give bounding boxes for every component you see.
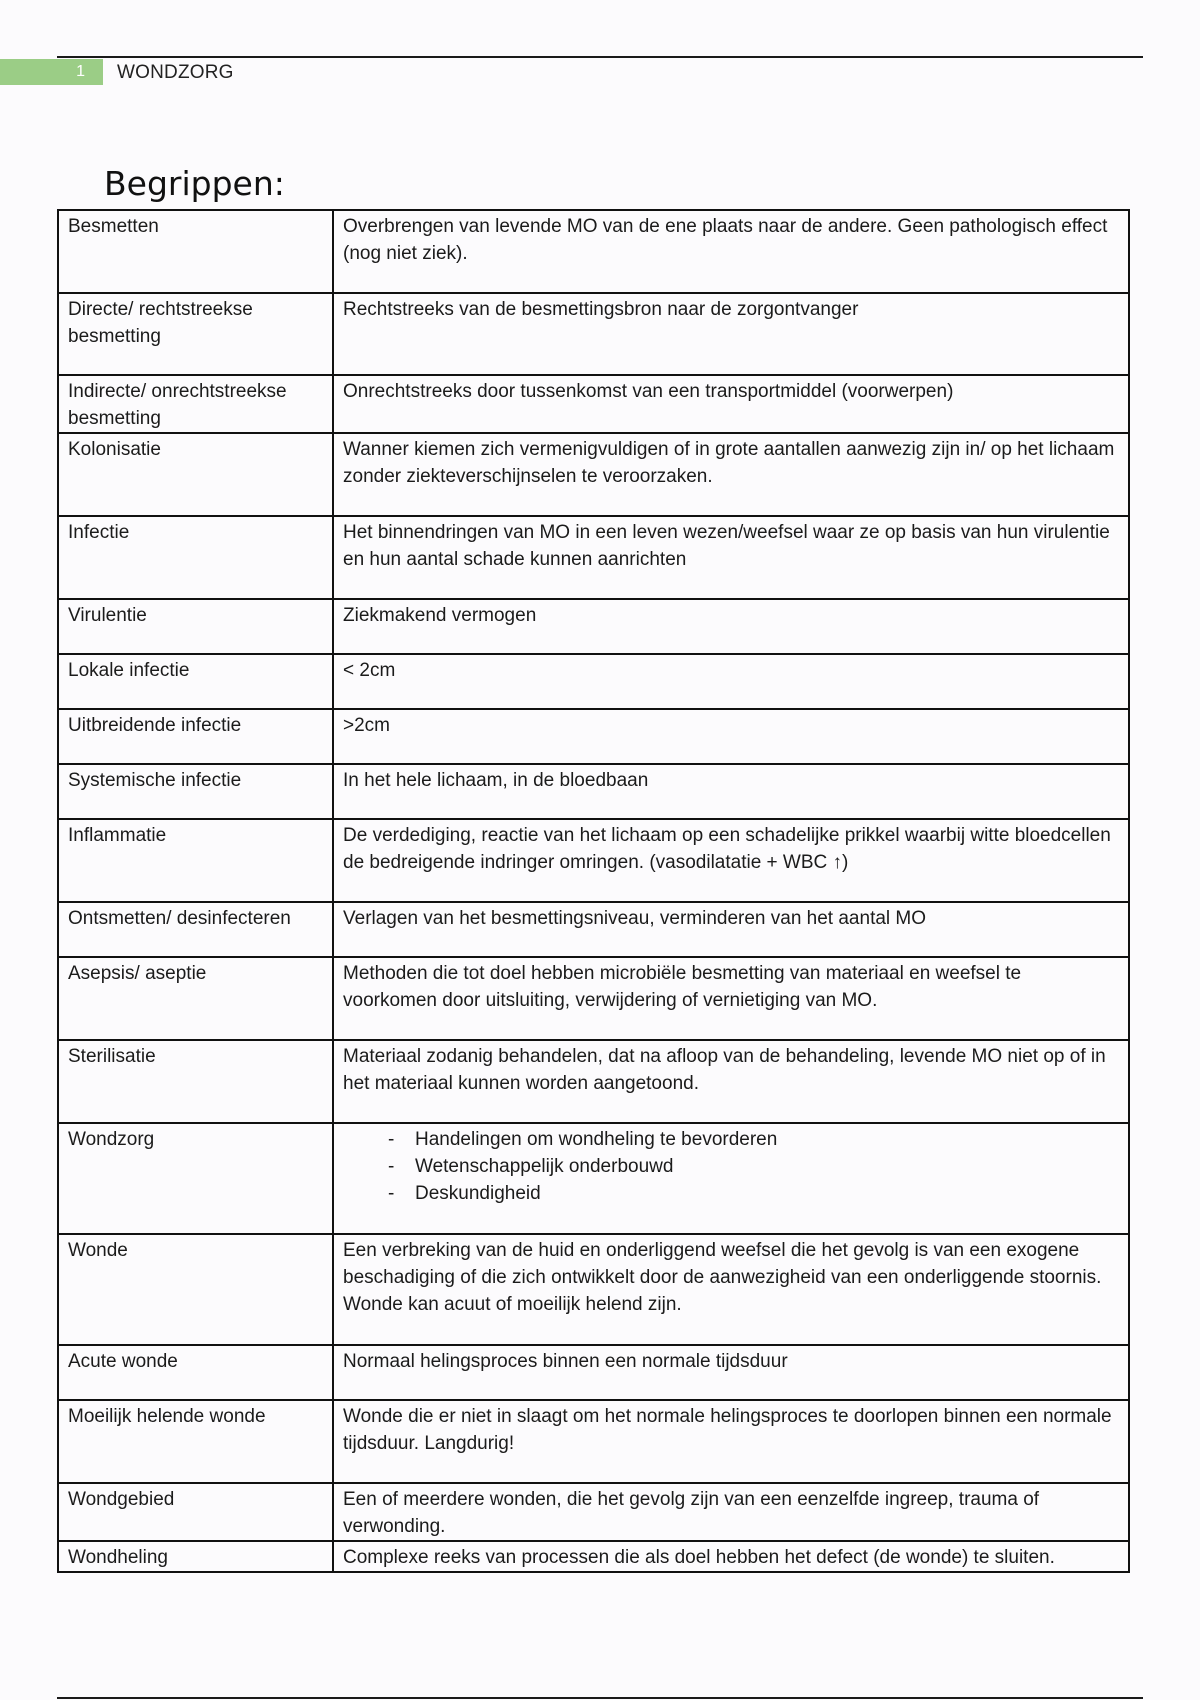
list-item: - Handelingen om wondheling te bevorderen <box>388 1126 1118 1153</box>
table-row <box>58 957 1129 1040</box>
definition-cell: Het binnendringen van MO in een leven wezen/weefsel waar ze op basis van hun virulentie en hun aantal schade kunnen aanrichten <box>333 516 1129 599</box>
term-cell: Wondheling <box>58 1541 333 1572</box>
table-row <box>58 1123 1129 1234</box>
definition-cell: Een of meerdere wonden, die het gevolg zijn van een eenzelfde ingreep, trauma of verwonding. <box>333 1483 1129 1541</box>
term-cell: Moeilijk helende wonde <box>58 1400 333 1483</box>
table-row <box>58 516 1129 599</box>
table-row <box>58 375 1129 433</box>
definition-cell: < 2cm <box>333 654 1129 709</box>
definition-cell: Complexe reeks van processen die als doel hebben het defect (de wonde) te sluiten. <box>333 1541 1129 1572</box>
table-row <box>58 902 1129 957</box>
definition-cell: De verdediging, reactie van het lichaam op een schadelijke prikkel waarbij witte bloedcellen de bedreigende indringer omringen. (vasodilatatie + WBC ↑) <box>333 819 1129 902</box>
list-item: - Deskundigheid <box>388 1180 1118 1207</box>
term-cell: Uitbreidende infectie <box>58 709 333 764</box>
term-cell: Acute wonde <box>58 1345 333 1400</box>
page-number-badge: 1 <box>0 59 103 85</box>
definition-cell: >2cm <box>333 709 1129 764</box>
list-item: - Wetenschappelijk onderbouwd <box>388 1153 1118 1180</box>
definition-cell: Wanner kiemen zich vermenigvuldigen of in grote aantallen aanwezig zijn in/ op het lichaam zonder ziekteverschijnselen te veroorzaken. <box>333 433 1129 516</box>
table-row <box>58 1345 1129 1400</box>
table-row <box>58 433 1129 516</box>
term-cell: Asepsis/ aseptie <box>58 957 333 1040</box>
table-row <box>58 709 1129 764</box>
definition-cell: Verlagen van het besmettingsniveau, verminderen van het aantal MO <box>333 902 1129 957</box>
definition-cell: Een verbreking van de huid en onderliggend weefsel die het gevolg is van een exogene beschadiging of die zich ontwikkelt door de aanwezigheid van een onderliggende stoornis. Wonde kan acuut of moeilijk helend zijn. <box>333 1234 1129 1345</box>
footer-rule <box>57 1697 1143 1699</box>
table-row <box>58 764 1129 819</box>
term-cell: Systemische infectie <box>58 764 333 819</box>
term-cell: Indirecte/ onrechtstreekse besmetting <box>58 375 333 433</box>
definition-cell: Methoden die tot doel hebben microbiële besmetting van materiaal en weefsel te voorkomen door uitsluiting, verwijdering of vernietiging van MO. <box>333 957 1129 1040</box>
table-row <box>58 1234 1129 1345</box>
section-title: Begrippen: <box>104 164 285 203</box>
definition-cell: Ziekmakend vermogen <box>333 599 1129 654</box>
header-rule <box>57 56 1143 58</box>
term-cell: Wonde <box>58 1234 333 1345</box>
definition-cell: Normaal helingsproces binnen een normale tijdsduur <box>333 1345 1129 1400</box>
chapter-title: WONDZORG <box>117 62 234 83</box>
table-row <box>58 1400 1129 1483</box>
term-cell: Infectie <box>58 516 333 599</box>
definition-cell: Wonde die er niet in slaagt om het normale helingsproces te doorlopen binnen een normale tijdsduur. Langdurig! <box>333 1400 1129 1483</box>
definition-list <box>343 1126 1118 1207</box>
term-cell: Wondgebied <box>58 1483 333 1541</box>
term-cell: Directe/ rechtstreekse besmetting <box>58 293 333 375</box>
term-cell: Ontsmetten/ desinfecteren <box>58 902 333 957</box>
term-cell: Besmetten <box>58 210 333 293</box>
definition-cell: Rechtstreeks van de besmettingsbron naar de zorgontvanger <box>333 293 1129 375</box>
table-row <box>58 1541 1129 1572</box>
definition-cell <box>333 1123 1129 1234</box>
term-cell: Inflammatie <box>58 819 333 902</box>
term-cell: Kolonisatie <box>58 433 333 516</box>
table-row <box>58 599 1129 654</box>
definition-cell: Overbrengen van levende MO van de ene plaats naar de andere. Geen pathologisch effect (nog niet ziek). <box>333 210 1129 293</box>
table-row <box>58 293 1129 375</box>
term-cell: Wondzorg <box>58 1123 333 1234</box>
table-row <box>58 1040 1129 1123</box>
table-row <box>58 210 1129 293</box>
term-cell: Sterilisatie <box>58 1040 333 1123</box>
table-row <box>58 819 1129 902</box>
term-cell: Virulentie <box>58 599 333 654</box>
definition-cell: Materiaal zodanig behandelen, dat na afloop van de behandeling, levende MO niet op of in het materiaal kunnen worden aangetoond. <box>333 1040 1129 1123</box>
table-row <box>58 654 1129 709</box>
table-row <box>58 1483 1129 1541</box>
definition-cell: Onrechtstreeks door tussenkomst van een transportmiddel (voorwerpen) <box>333 375 1129 433</box>
definition-cell: In het hele lichaam, in de bloedbaan <box>333 764 1129 819</box>
term-cell: Lokale infectie <box>58 654 333 709</box>
terms-table <box>57 209 1130 1573</box>
